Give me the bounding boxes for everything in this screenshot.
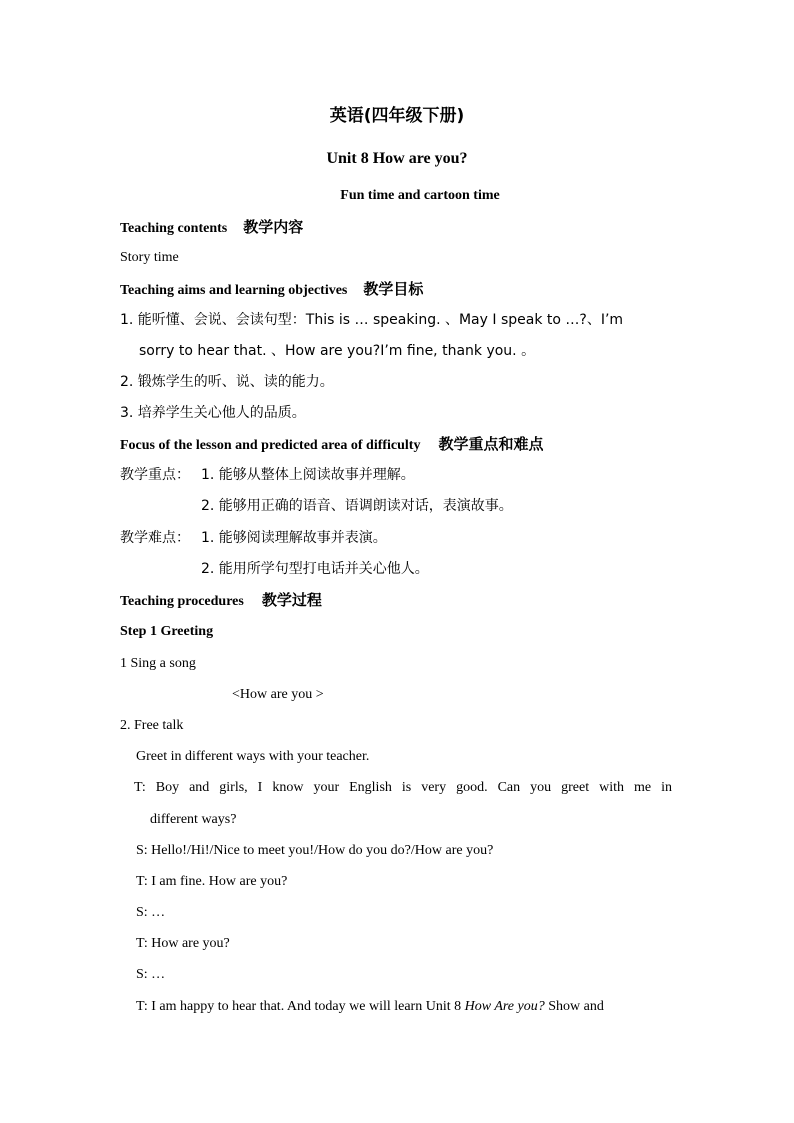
song-title: <How are you >	[232, 687, 324, 702]
focus-heading	[120, 434, 544, 456]
greet-instruction: Greet in different ways with your teacher.	[136, 749, 370, 764]
dialogue-s2: S: …	[136, 905, 166, 920]
sing-song: 1 Sing a song	[120, 656, 196, 671]
dialogue-t4-post: Show and	[544, 999, 604, 1014]
dialogue-s3: S: …	[136, 967, 166, 982]
dialogue-s1: S: Hello!/Hi!/Nice to meet you!/How do you do?/How are you?	[136, 843, 494, 858]
unit-title: Unit 8 How are you?	[326, 150, 468, 167]
dialogue-t1-line-2: different ways?	[150, 812, 237, 827]
focus-heading-en: Focus of the lesson and predicted area of difficulty	[120, 438, 421, 453]
aims-item-3: 3. 培养学生关心他人的品质。	[120, 405, 306, 421]
procedures-heading	[120, 590, 322, 612]
procedures-heading-zh: 教学过程	[261, 591, 322, 609]
aims-item-1-line-1: 1. 能听懂、会说、会读句型：This is … speaking. 、May I speak to …?、I’m	[120, 312, 624, 328]
contents-heading-zh: 教学内容	[243, 218, 304, 236]
aims-item-1-line-2: sorry to hear that. 、How are you?I’m fine, thank you. 。	[139, 343, 536, 359]
aims-heading-en: Teaching aims and learning objectives	[120, 283, 348, 298]
subject-title: 英语(四年级下册)	[329, 106, 465, 126]
aims-heading	[120, 279, 423, 301]
contents-heading	[120, 217, 303, 239]
section-title: Fun time and cartoon time	[340, 188, 500, 203]
aims-item-2: 2. 锻炼学生的听、说、读的能力。	[120, 374, 334, 390]
aims-heading-zh: 教学目标	[363, 280, 424, 298]
focus-key-2: 2. 能够用正确的语音、语调朗读对话，表演故事。	[201, 498, 513, 514]
dialogue-t2: T: I am fine. How are you?	[136, 874, 288, 889]
dialogue-t1-line-1: T: Boy and girls, I know your English is very good. Can you greet with me in	[134, 780, 672, 795]
step-1-heading: Step 1 Greeting	[120, 624, 214, 639]
free-talk: 2. Free talk	[120, 718, 184, 733]
dialogue-t4-unit-title: How Are you?	[464, 999, 545, 1014]
focus-heading-zh: 教学重点和难点	[438, 435, 544, 453]
dialogue-t4-pre: T: I am happy to hear that. And today we will learn Unit 8	[136, 999, 465, 1014]
focus-difficulty-2: 2. 能用所学句型打电话并关心他人。	[201, 561, 429, 577]
dialogue-t3: T: How are you?	[136, 936, 230, 951]
focus-difficulty-1: 1. 能够阅读理解故事并表演。	[201, 530, 387, 546]
focus-difficulty-label: 教学难点：	[120, 530, 190, 546]
focus-key-label: 教学重点：	[120, 467, 190, 483]
focus-key-1: 1. 能够从整体上阅读故事并理解。	[201, 467, 415, 483]
contents-heading-en: Teaching contents	[120, 221, 228, 236]
contents-body: Story time	[120, 250, 179, 265]
dialogue-t4	[136, 997, 604, 1017]
procedures-heading-en: Teaching procedures	[120, 594, 244, 609]
